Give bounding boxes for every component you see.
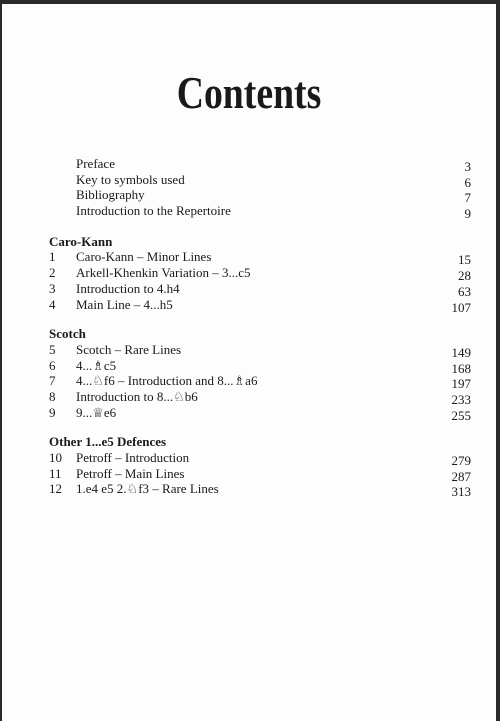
chapter-number: 1 [49,249,56,265]
toc-page-number: 313 [451,484,471,500]
chapter-number: 10 [49,450,62,465]
toc-row-chapter [49,358,471,374]
toc-page-number: 15 [458,252,471,268]
toc-label: Introduction to 8...♘b6 [76,388,198,404]
toc-label: 1.e4 e5 2.♘f3 – Rare Lines [76,481,219,497]
toc-page-number: 3 [464,159,471,174]
toc-page-number: 233 [451,391,471,407]
toc-page-number: 287 [451,468,471,484]
toc-row-chapter [49,297,471,313]
page-title: Contents [176,67,322,118]
toc-label: Key to symbols used [76,171,185,187]
toc-row-chapter [49,342,471,358]
toc-row-chapter [49,481,471,500]
toc-row-bibliography [49,187,471,206]
table-of-contents [49,156,471,500]
toc-label: 4...♗c5 [76,357,117,373]
toc-row-chapter [49,450,471,466]
toc-row-chapter [49,265,471,284]
section-heading-scotch: Scotch [49,326,86,342]
toc-page-number: 7 [464,190,471,206]
toc-row-introduction [49,203,471,222]
toc-label: 9...♕e6 [76,404,117,420]
toc-label: Preface [76,156,115,171]
toc-page-number: 28 [458,268,471,284]
chapter-number: 8 [49,388,56,404]
toc-page-number: 197 [451,376,471,392]
section-heading-other-defences: Other 1...e5 Defences [49,434,167,450]
toc-page-number: 6 [464,174,471,190]
toc-row-chapter [49,466,471,482]
toc-label: 4...♘f6 – Introduction and 8...♗a6 [76,373,258,389]
toc-row-key-to-symbols [49,172,471,188]
chapter-number: 2 [49,265,56,281]
toc-label: Petroff – Introduction [76,450,190,465]
toc-label: Arkell-Khenkin Variation – 3...c5 [76,265,251,281]
toc-page-number: 168 [451,360,471,376]
toc-row-chapter [49,389,471,405]
toc-page-number: 63 [458,283,471,299]
section-heading-caro-kann: Caro-Kann [49,233,113,249]
toc-row-preface [49,156,471,172]
toc-page-number: 149 [451,344,471,360]
chapter-number: 12 [49,481,62,497]
toc-label: Introduction to 4.h4 [76,280,180,296]
toc-label: Petroff – Main Lines [76,465,185,481]
toc-page-number: 9 [464,206,471,222]
chapter-number: 4 [49,296,56,312]
toc-page-number: 255 [451,407,471,423]
toc-row-chapter [49,281,471,297]
toc-label: Scotch – Rare Lines [76,341,182,357]
toc-page-number: 107 [451,299,471,315]
toc-label: Main Line – 4...h5 [76,296,173,312]
toc-row-chapter [49,405,471,421]
toc-label: Bibliography [76,187,145,203]
chapter-number: 7 [49,373,56,389]
book-page [2,4,496,721]
toc-label: Caro-Kann – Minor Lines [76,249,212,265]
chapter-number: 3 [49,280,56,296]
toc-label: Introduction to the Repertoire [76,203,231,219]
toc-row-chapter [49,249,471,268]
chapter-number: 5 [49,341,56,357]
toc-page-number: 279 [451,453,471,468]
chapter-number: 11 [49,465,62,481]
toc-row-chapter [49,373,471,392]
chapter-number: 6 [49,357,56,373]
chapter-number: 9 [49,404,56,420]
